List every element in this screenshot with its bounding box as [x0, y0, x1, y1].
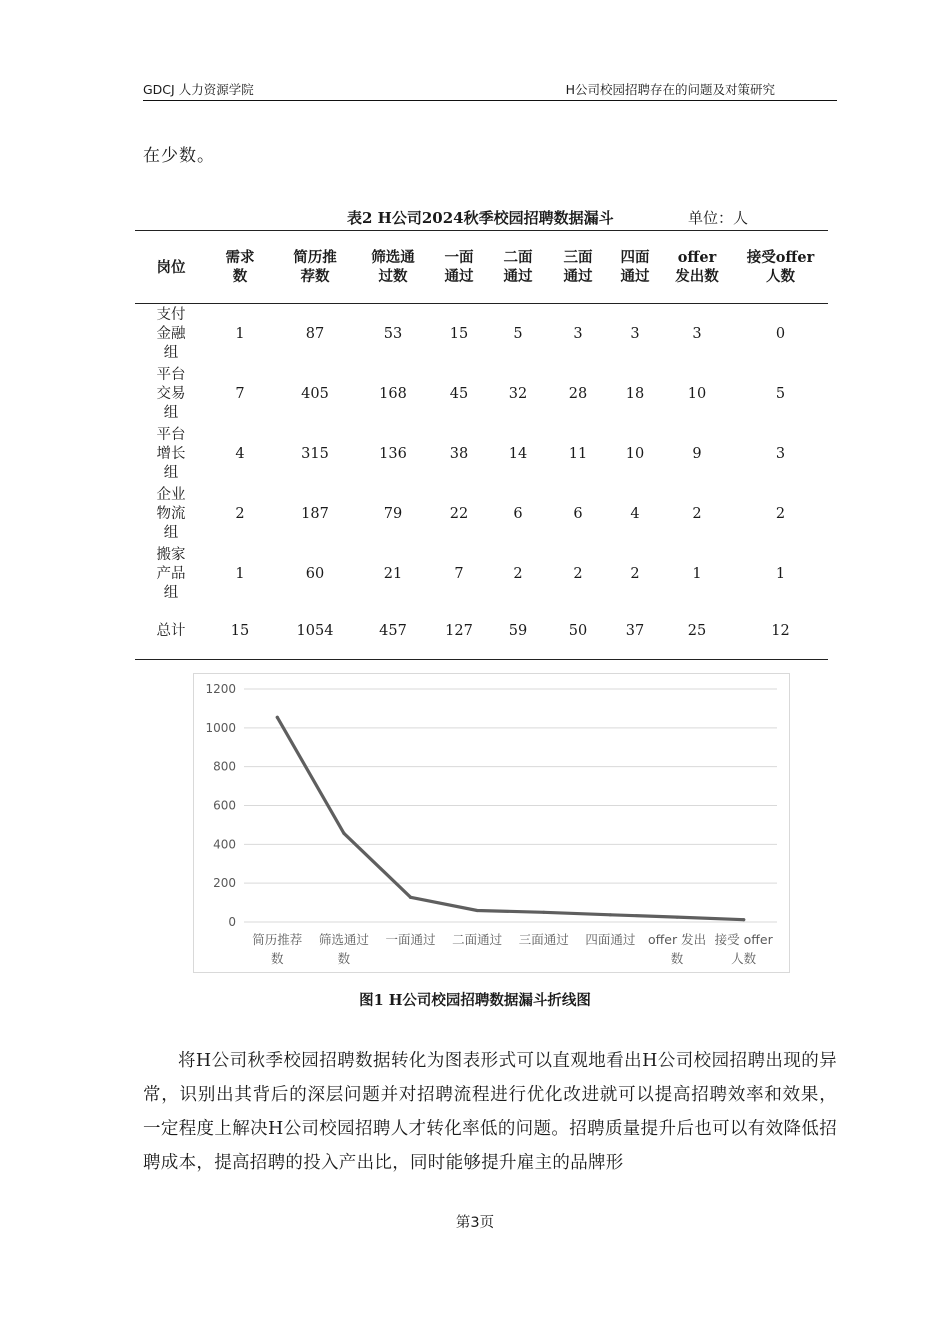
table-cell: 11 [568, 445, 588, 462]
table-cell: 18 [625, 385, 645, 402]
table-row [135, 604, 828, 660]
table-cell: 28 [568, 385, 588, 402]
y-tick-label: 1200 [205, 682, 236, 696]
row-label-cell: 平台交易组 [156, 366, 186, 421]
table-cell: 45 [449, 385, 469, 402]
table-cell: 1054 [273, 604, 357, 660]
x-tick-label: 数 [271, 951, 284, 966]
col-header: offer发出数 [661, 231, 733, 304]
table-cell: 4 [235, 445, 245, 462]
row-label-cell: 企业物流组 [156, 486, 186, 541]
table-cell: 3 [573, 325, 583, 342]
table-cell: 12 [733, 604, 828, 660]
table-cell: 21 [383, 565, 403, 582]
table-cell: 59 [489, 604, 547, 660]
header-rule [143, 100, 837, 101]
x-tick-label: offer 发出 [648, 932, 707, 947]
table-cell: 10 [687, 385, 707, 402]
table-cell: 7 [454, 565, 464, 582]
x-tick-label: 数 [337, 951, 351, 966]
table-body [135, 304, 828, 660]
col-header: 四面通过 [609, 231, 661, 304]
table-cell: 4 [630, 505, 640, 522]
x-tick-label: 一面通过 [385, 932, 436, 947]
funnel-line-chart [193, 673, 790, 973]
x-tick-label: 二面通过 [452, 932, 503, 947]
table-cell: 3 [775, 445, 786, 462]
col-header: 二面通过 [489, 231, 547, 304]
table-cell: 87 [305, 325, 325, 342]
table-row [135, 364, 828, 424]
figure-caption: 图1 H公司校园招聘数据漏斗折线图 [359, 992, 591, 1009]
table-cell: 187 [301, 505, 329, 522]
table-cell: 1 [235, 325, 245, 342]
y-tick-label: 200 [213, 876, 236, 891]
y-tick-label: 800 [213, 759, 236, 774]
y-tick-label: 1000 [205, 720, 236, 735]
y-tick-label: 400 [213, 837, 236, 852]
table-cell: 136 [379, 445, 407, 462]
data-point [675, 916, 678, 919]
table-cell: 14 [508, 445, 528, 462]
table-cell: 22 [449, 505, 469, 522]
x-tick-label: 四面通过 [585, 932, 636, 947]
col-header: 需求数 [207, 231, 273, 304]
data-point [342, 832, 345, 835]
table-cell: 3 [630, 325, 640, 342]
page-header [143, 80, 837, 100]
row-label-cell: 平台增长组 [156, 426, 186, 481]
x-tick-label: 人数 [731, 951, 757, 966]
row-label-cell: 总计 [135, 604, 207, 660]
table-cell: 6 [573, 505, 583, 522]
table-unit: 单位：人 [688, 209, 749, 227]
table-cell: 15 [207, 604, 273, 660]
data-point [542, 911, 545, 914]
col-header: 一面通过 [429, 231, 489, 304]
table-cell: 6 [513, 505, 523, 522]
table-row [135, 484, 828, 544]
table-cell: 315 [301, 445, 329, 462]
table-cell: 3 [692, 325, 702, 342]
chart-svg [194, 674, 789, 972]
table-cell: 32 [508, 385, 528, 402]
series-line [277, 717, 743, 919]
data-point [409, 896, 412, 899]
data-point [742, 918, 745, 921]
row-label-cell: 搬家产品组 [156, 546, 186, 601]
continued-text: 在少数。 [143, 146, 215, 166]
table-cell: 1 [235, 565, 245, 582]
table-row [135, 544, 828, 604]
table-cell: 2 [235, 505, 245, 522]
y-tick-label: 600 [213, 798, 236, 813]
table-cell: 2 [630, 565, 640, 582]
table-cell: 1 [692, 565, 702, 582]
table-cell: 10 [625, 445, 645, 462]
col-header: 筛选通过数 [357, 231, 429, 304]
table-cell: 0 [775, 325, 786, 342]
col-header: 岗位 [135, 231, 207, 304]
header-left-text: GDCJ 人力资源学院 [143, 82, 254, 97]
x-tick-label: 简历推荐 [252, 932, 303, 947]
table-cell: 405 [301, 385, 329, 402]
table-cell: 2 [513, 565, 523, 582]
table-cell: 168 [379, 385, 407, 402]
table-cell: 1 [775, 565, 786, 582]
col-header: 三面通过 [547, 231, 609, 304]
table-row [135, 424, 828, 484]
table-cell: 127 [429, 604, 489, 660]
funnel-table [135, 230, 828, 660]
table-cell: 2 [775, 505, 786, 522]
table-cell: 2 [573, 565, 583, 582]
page-number: 第3页 [455, 1215, 495, 1231]
data-point [276, 716, 279, 719]
x-tick-label: 三面通过 [518, 932, 569, 947]
col-header: 简历推荐数 [273, 231, 357, 304]
table-cell: 50 [547, 604, 609, 660]
table-cell: 457 [357, 604, 429, 660]
table-cell: 9 [692, 445, 702, 462]
table-cell: 37 [609, 604, 661, 660]
row-label-cell: 支付金融组 [156, 306, 186, 361]
data-point [476, 909, 479, 912]
table-cell: 38 [449, 445, 469, 462]
table-cell: 25 [661, 604, 733, 660]
table-cell: 5 [775, 385, 786, 402]
table-caption: 表2 H公司2024秋季校园招聘数据漏斗 [347, 209, 614, 227]
table-cell: 79 [383, 505, 403, 522]
table-header-row [135, 231, 828, 304]
table-cell: 7 [235, 385, 245, 402]
table-cell: 5 [513, 325, 523, 342]
table-cell: 15 [449, 325, 469, 342]
x-tick-label: 筛选通过 [318, 932, 369, 947]
col-header: 接受offer人数 [733, 231, 828, 304]
table-row [135, 304, 828, 365]
body-paragraph: 将H公司秋季校园招聘数据转化为图表形式可以直观地看出H公司校园招聘出现的异常，识别出其背后的深层问题并对招聘流程进行优化改进就可以提高招聘效率和效果，一定程度上解决H公司校园招聘人才转化率低的问题。招聘质量提升后也可以有效降低招聘成本，提高招聘的投入产出比，同时能够提升雇主的品牌形 [143, 1051, 837, 1173]
data-point [609, 913, 612, 916]
x-tick-label: 数 [670, 951, 684, 966]
y-tick-label: 0 [228, 915, 236, 929]
x-tick-label: 接受 offer [714, 932, 773, 947]
table-cell: 60 [305, 565, 325, 582]
table-cell: 53 [383, 325, 403, 342]
table-cell: 2 [692, 505, 702, 522]
header-right-text: H公司校园招聘存在的问题及对策研究 [565, 82, 775, 97]
